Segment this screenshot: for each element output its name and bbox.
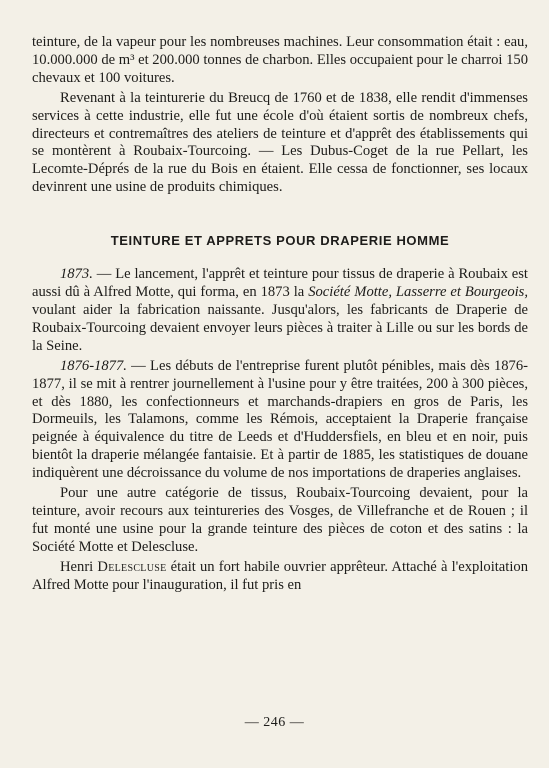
surname: Delescluse [97,558,167,575]
page-number: — 246 — [244,715,305,730]
paragraph-1873-text-b: voulant aider la fabrication naissante. Jusqu'alors, les fabricants de Draperie de Roubaix-Tourcoing devaient envoyer leurs pièces à traiter à Lille ou sur les bords de la Seine. [32,301,528,354]
paragraph-delescluse-text: était un fort habile ouvrier apprêteur. Attaché à l'exploitation Alfred Motte pour l'inauguration, il fut pris en [32,558,528,593]
paragraph-delescluse [32,559,528,595]
years-1876-1877: 1876-1877. [60,357,127,374]
section-heading: TEINTURE ET APPRETS POUR DRAPERIE HOMME [110,233,450,249]
paragraph-breucq: Revenant à la teinturerie du Breucq de 1760 et de 1838, elle rendit d'immenses services à cette industrie, elle fut une école d'où étaient sortis de nombreux chefs, directeurs et contremaîtres des ateliers de teinture et d'apprêt des établissements qui se montèrent à Roubaix-Tourcoing. — Les Dubus-Coget de la rue Pellart, les Lecomte-Déprés de la rue du Bois en étaient. Elle cessa de fonctionner, ses locaux devinrent une usine de produits chimiques. [32,89,528,196]
first-name: Henri [60,558,98,575]
paragraph-1876 [32,358,528,483]
paragraph-other-fabrics: Pour une autre catégorie de tissus, Roubaix-Tourcoing devaient, pour la teinture, avoir recours aux teintureries des Vosges, de Villefranche et de Rouen ; il fut monté une usine pour la grande teinture des pièces de coton et des satins : la Société Motte et Delescluse. [32,485,528,555]
paragraph-1873-text-a: — Le lancement, l'apprêt et teinture pour tissus de draperie à Roubaix est aussi dû à Alfred Motte, qui forma, en 1873 la [32,266,528,301]
paragraph-1876-text: — Les débuts de l'entreprise furent plutôt pénibles, mais dès 1876-1877, il se mit à rentrer journellement à l'usine pour y être traitées, 200 à 300 pièces, et dès 1880, les confectionneurs et marchands-drapiers en gros de Paris, les Dormeuils, les Talamons, comme les Rémois, acceptaient la Draperie française peignée à équivalence du titre de Leeds et d'Huddersfiels, en bleu et en noir, puis bientôt la draperie mélangée fantaisie. Et à partir de 1885, les statistiques de douane indiquèrent une décroissance du volume de nos importations de draperies anglaises. [32,357,528,482]
page-body [32,34,528,594]
year-1873: 1873. [60,266,93,283]
paragraph-continuation: teinture, de la vapeur pour les nombreuses machines. Leur consommation était : eau, 10.000.000 de m³ et 200.000 tonnes de charbon. Elles occupaient pour le charroi 150 chevaux et 100 voitures. [32,34,528,86]
paragraph-1873 [32,266,528,356]
company-name: Société Motte, Lasserre et Bourgeois, [308,284,529,301]
